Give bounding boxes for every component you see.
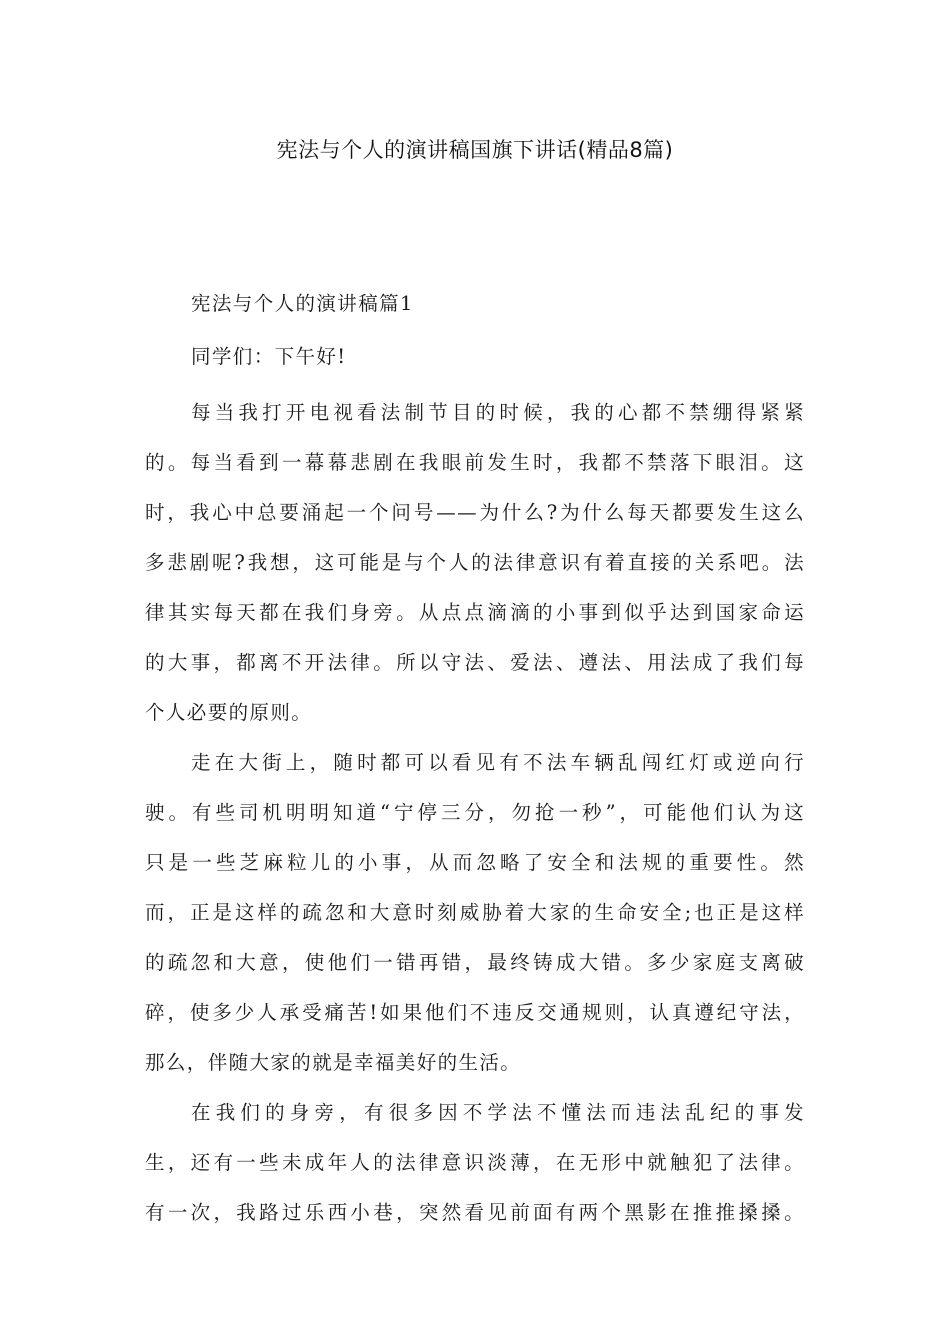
paragraph-1 <box>145 388 805 738</box>
document-title: 宪法与个人的演讲稿国旗下讲话(精品8篇) <box>276 138 674 162</box>
section-heading: 宪法与个人的演讲稿篇1 <box>191 292 414 315</box>
paragraph-line: 在我们的身旁，有很多因不学法不懂法而违法乱纪的事发 <box>191 1101 805 1124</box>
paragraph-line: 驶。有些司机明明知道“宁停三分，勿抢一秒”，可能他们认为这 <box>145 801 805 824</box>
paragraph-line: 的。每当看到一幕幕悲剧在我眼前发生时，我都不禁落下眼泪。这 <box>145 451 805 474</box>
paragraph-line: 每当我打开电视看法制节目的时候，我的心都不禁绷得紧紧 <box>191 401 805 424</box>
paragraph-line: 多悲剧呢?我想，这可能是与个人的法律意识有着直接的关系吧。法 <box>145 551 805 574</box>
paragraph-line: 个人必要的原则。 <box>145 701 313 724</box>
paragraph-3 <box>145 1088 805 1238</box>
paragraph-line: 时，我心中总要涌起一个问号——为什么?为什么每天都要发生这么 <box>145 501 805 524</box>
paragraph-line: 有一次，我路过乐西小巷，突然看见前面有两个黑影在推推搡搡。 <box>145 1201 805 1224</box>
paragraph-line: 那么，伴随大家的就是幸福美好的生活。 <box>145 1051 522 1074</box>
paragraph-line: 而，正是这样的疏忽和大意时刻威胁着大家的生命安全;也正是这样 <box>145 901 805 924</box>
paragraph-line: 的大事，都离不开法律。所以守法、爱法、遵法、用法成了我们每 <box>145 651 805 674</box>
paragraph-line: 律其实每天都在我们身旁。从点点滴滴的小事到似乎达到国家命运 <box>145 601 805 624</box>
paragraph-line: 走在大街上，随时都可以看见有不法车辆乱闯红灯或逆向行 <box>191 751 805 774</box>
paragraph-2 <box>145 738 805 1088</box>
paragraph-line: 生，还有一些未成年人的法律意识淡薄，在无形中就触犯了法律。 <box>145 1151 805 1174</box>
document-body <box>145 284 805 1238</box>
paragraph-line: 只是一些芝麻粒儿的小事，从而忽略了安全和法规的重要性。然 <box>145 851 805 874</box>
paragraph-line: 的疏忽和大意，使他们一错再错，最终铸成大错。多少家庭支离破 <box>145 951 805 974</box>
paragraph-line: 碎，使多少人承受痛苦!如果他们不违反交通规则，认真遵纪守法， <box>145 1001 805 1024</box>
greeting-line: 同学们：下午好! <box>191 345 347 368</box>
